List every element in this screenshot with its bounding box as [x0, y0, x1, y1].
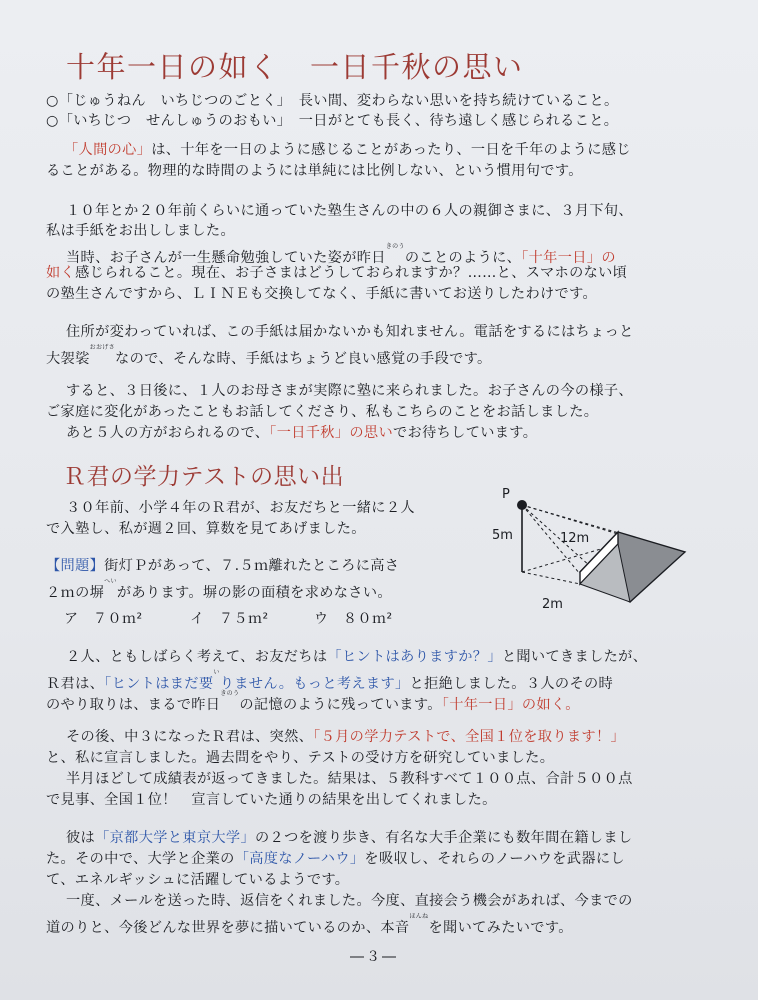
keyword: 「京都大学と東京大学」 — [95, 830, 255, 846]
section-2-title: Ｒ君の学力テストの思い出 — [63, 464, 345, 490]
paragraph-6-line-2: と、私に宣言しました。過去問をやり、テストの受け方を研究していました。 — [46, 750, 555, 766]
paragraph-5-line-2: Ｒ君は、「ヒントはまだ要いりません。もっと考えます」と拒絶しました。３人のその時 — [46, 669, 614, 692]
definition-line-1: ○「じゅうねん いちじつのごとく」 長い間、変わらない思いを持ち続けていること。 — [46, 93, 619, 109]
paragraph-4-line-3: あと５人の方がおられるので、「一日千秋」の思いでお待ちしています。 — [66, 425, 538, 441]
keyword: 「人間の心」 — [64, 142, 152, 158]
label-5m: 5m — [492, 528, 513, 543]
paragraph-6-line-3: 半月ほどして成績表が返ってきました。結果は、５教科すべて１００点、合計５００点 — [66, 771, 633, 787]
keyword: 如く — [46, 265, 76, 281]
label-12m: 12m — [560, 531, 590, 546]
label-2m: 2m — [542, 597, 563, 612]
ray — [522, 505, 618, 534]
section-2-line-1: ３０年前、小学４年のＲ君が、お友だちと一緒に２人 — [66, 500, 415, 516]
paragraph-1-line-1: 「人間の心」は、十年を一日のように感じることがあったり、一日を千年のように感じ — [64, 142, 631, 158]
paragraph-2-line-1: １０年とか２０年前くらいに通っていた塾生さんの中の６人の親御さまに、３月下旬、 — [66, 203, 633, 219]
problem-line-2: ２ｍの塀へいがあります。塀の影の面積を求めなさい。 — [46, 578, 392, 601]
keyword: 「ヒントはありますか？」 — [327, 649, 502, 665]
paragraph-2-line-3: 当時、お子さんが一生懸命勉強していた姿が昨日きのうのことのように、「十年一日」の — [66, 243, 616, 266]
problem-label: 【問題】 — [46, 558, 105, 574]
paragraph-3-line-1: 住所が変わっていれば、この手紙は届かないかも知れません。電話をするにはちょっと — [66, 324, 634, 340]
choice-u: ウ ８０ｍ² — [314, 611, 393, 627]
definition-line-2: ○「いちじつ せんしゅうのおもい」 一日がとても長く、待ち遠しく感じられること。 — [46, 113, 619, 129]
paragraph-5-line-3: のやり取りは、まるで昨日きのうの記憶のように残っています。「十年一日」の如く。 — [46, 690, 580, 713]
choice-i: イ ７５ｍ² — [190, 611, 269, 627]
keyword: 「十年一日」の如く。 — [441, 697, 580, 713]
keyword: 「十年一日」の — [521, 250, 616, 266]
choice-a: ア ７０ｍ² — [64, 611, 143, 627]
keyword: 「高度なノーハウ」 — [234, 851, 365, 867]
paragraph-6-line-1: その後、中３になったＲ君は、突然、「５月の学力テストで、全国１位を取ります！」 — [66, 729, 626, 745]
paragraph-5-line-1: ２人、ともしばらく考えて、お友だちは「ヒントはありますか？」と聞いてきましたが、 — [66, 649, 648, 665]
page-number: ―３― — [350, 949, 398, 965]
paragraph-3-line-2: 大袈裟おおげさなので、そんな時、手紙はちょうど良い感覚の手段です。 — [46, 344, 492, 367]
paragraph-1-line-2: ることがある。物理的な時間のようには単純には比例しない、という慣用句です。 — [46, 163, 583, 179]
paragraph-4-line-1: すると、３日後に、１人のお母さまが実際に塾に来られました。お子さんの今の様子、 — [66, 383, 633, 399]
problem-line-1: 【問題】街灯Ｐがあって、７.５ｍ離れたところに高さ — [46, 558, 400, 574]
paragraph-2-line-5: の塾生さんですから、ＬＩＮＥも交換してなく、手紙に書いてお送りしたわけです。 — [46, 286, 598, 302]
paragraph-7-line-1: 彼は「京都大学と東京大学」の２つを渡り歩き、有名な大手企業にも数年間在籍しまし — [66, 830, 633, 846]
paragraph-6-line-4: で見事、全国１位！ 宣言していた通りの結果を出してくれました。 — [46, 792, 497, 808]
paragraph-7-line-4: 一度、メールを送った時、返信をくれました。今度、直接会う機会があれば、今までの — [66, 893, 633, 909]
ground-line — [522, 572, 580, 584]
section-2-line-2: で入塾し、私が週２回、算数を見てあげました。 — [46, 521, 366, 537]
page-title: 十年一日の如く 一日千秋の思い — [66, 50, 524, 84]
paragraph-7-line-2: た。その中で、大学と企業の「高度なノーハウ」を吸収し、それらのノーハウを武器にし — [46, 851, 625, 867]
paragraph-4-line-2: ご家庭に変化があったこともお話してくださり、私もこちらのことをお話しました。 — [46, 404, 599, 420]
shadow-figure — [480, 482, 690, 622]
paragraph-2-line-2: 私は手紙をお出ししました。 — [46, 223, 235, 239]
label-p: P — [502, 487, 510, 502]
paragraph-7-line-5: 道のりと、今後どんな世界を夢に描いているのか、本音ほんねを聞いてみたいです。 — [46, 913, 573, 936]
keyword: 「一日千秋」の思い — [269, 425, 393, 441]
keyword: 「５月の学力テストで、全国１位を取ります！」 — [313, 729, 626, 745]
paragraph-2-line-4: 如く感じられること。現在、お子さまはどうしておられますか？……と、スマホのない頃 — [46, 265, 628, 281]
paragraph-7-line-3: て、エネルギッシュに活躍しているようです。 — [46, 872, 350, 888]
